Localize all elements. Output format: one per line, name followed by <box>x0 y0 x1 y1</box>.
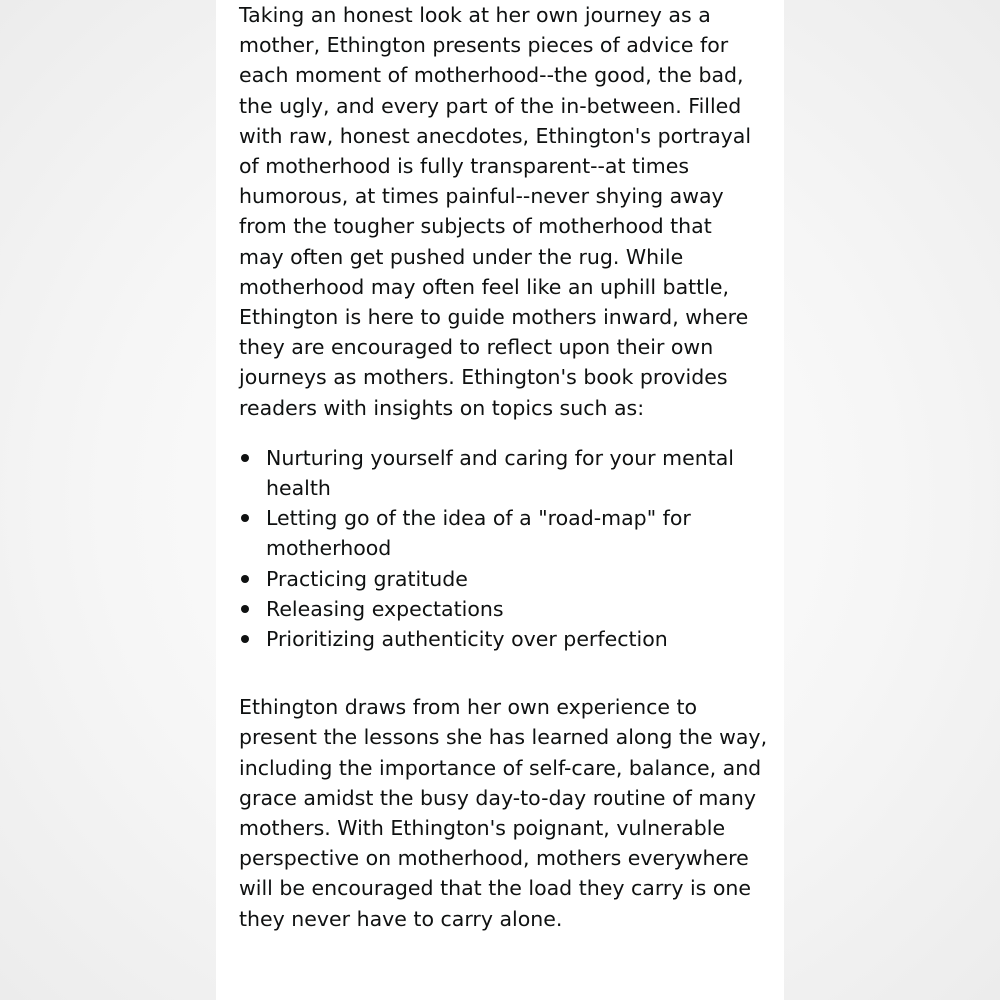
phone-screen <box>216 0 784 1000</box>
bullet-icon <box>241 575 249 583</box>
bullet-icon <box>241 514 249 522</box>
list-item <box>239 594 749 624</box>
bullet-icon <box>241 454 249 462</box>
list-item-text: Nurturing yourself and caring for your mental health <box>266 445 734 501</box>
list-item <box>239 564 749 594</box>
list-item <box>239 443 749 503</box>
book-description <box>239 0 774 934</box>
list-item <box>239 624 749 654</box>
list-item-text: Releasing expectations <box>266 596 504 621</box>
description-intro: Taking an honest look at her own journey as a mother, Ethington presents pieces of advice for each moment of motherhood--the good, the bad, the ugly, and every part of the in-between. Filled with raw, honest anecdotes, Ethington's portrayal of motherhood is fully transparent--at times humorous, at times painful--never shying away from the tougher subjects of motherhood that may often get pushed under the rug. While motherhood may often feel like an uphill battle, Ethington is here to guide mothers inward, where they are encouraged to reflect upon their own journeys as mothers. Ethington's book provides readers with insights on topics such as: <box>239 3 752 420</box>
bullet-icon <box>241 605 249 613</box>
list-item-text: Prioritizing authenticity over perfection <box>266 627 668 652</box>
bullet-icon <box>241 635 249 643</box>
list-item-text: Letting go of the idea of a "road-map" for motherhood <box>266 506 691 561</box>
description-closing: Ethington draws from her own experience to present the lessons she has learned along the way, including the importance of self-care, balance, and grace amidst the busy day-to-day routine of many mothers. With Ethington's poignant, vulnerable perspective on motherhood, mothers everywhere will be encouraged that the load they carry is one they never have to carry alone. <box>239 695 768 931</box>
list-item <box>239 503 749 563</box>
list-item-text: Practicing gratitude <box>266 566 468 591</box>
insights-list <box>239 443 749 654</box>
